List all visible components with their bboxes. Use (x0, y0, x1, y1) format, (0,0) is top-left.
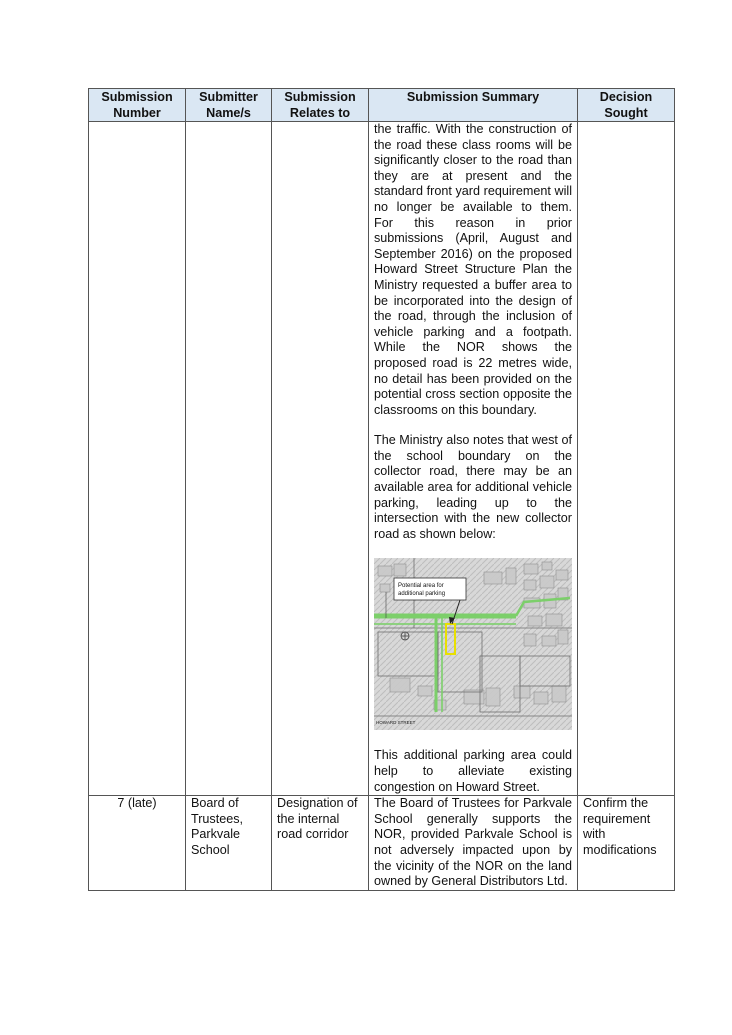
header-decision-sought: Decision Sought (578, 89, 675, 122)
summary-paragraph: The Board of Trustees for Parkvale School generally supports the NOR, provided Parkvale School is not adversely impacted upon by the vicinity of the NOR on the land owned by General Distributors Ltd. (374, 796, 576, 889)
summary-paragraph: This additional parking area could help to alleviate existing congestion on Howard Street. (374, 748, 576, 794)
header-submission-number: Submission Number (89, 89, 186, 122)
cell-decision (578, 122, 675, 796)
summary-paragraph: the traffic. With the construction of the road these class rooms will be significantly closer to the road than they are at present and the standard front yard requirement will no longer be available to them. For this reason in prior submissions (April, August and September 2016) on the proposed Howard Street Structure Plan the Ministry requested a buffer area to be incorporated into the design of the road, through the inclusion of vehicle parking and a footpath. While the NOR shows the proposed road is 22 metres wide, no detail has been provided on the potential cross section opposite the classrooms on this boundary. (374, 122, 579, 417)
cell-relates: Designation of the internal road corridor (272, 796, 369, 891)
header-submission-relates-to: Submission Relates to (272, 89, 369, 122)
submissions-table (88, 88, 675, 891)
cell-submitter: Board of Trustees, Parkvale School (186, 796, 272, 891)
map-label-line2: additional parking (398, 591, 446, 598)
cell-decision: Confirm the requirement with modifications (578, 796, 675, 891)
cell-number: 7 (late) (89, 796, 186, 891)
header-submission-summary: Submission Summary (369, 89, 578, 122)
cell-submitter (186, 122, 272, 796)
cell-summary (369, 122, 578, 796)
table-row (89, 796, 675, 891)
cell-relates (272, 122, 369, 796)
summary-paragraph: The Ministry also notes that west of the school boundary on the collector road, there may be an available area for additional vehicle parking, leading up to the intersection with the new collector road as shown below: (374, 433, 576, 541)
site-map-image (374, 558, 572, 730)
cell-summary (369, 796, 578, 891)
map-street-label: HOWARD STREET (376, 720, 416, 726)
header-submitter-names: Submitter Name/s (186, 89, 272, 122)
header-row (89, 89, 675, 122)
cell-number (89, 122, 186, 796)
map-label-line1: Potential area for (398, 583, 444, 590)
table-row (89, 122, 675, 796)
